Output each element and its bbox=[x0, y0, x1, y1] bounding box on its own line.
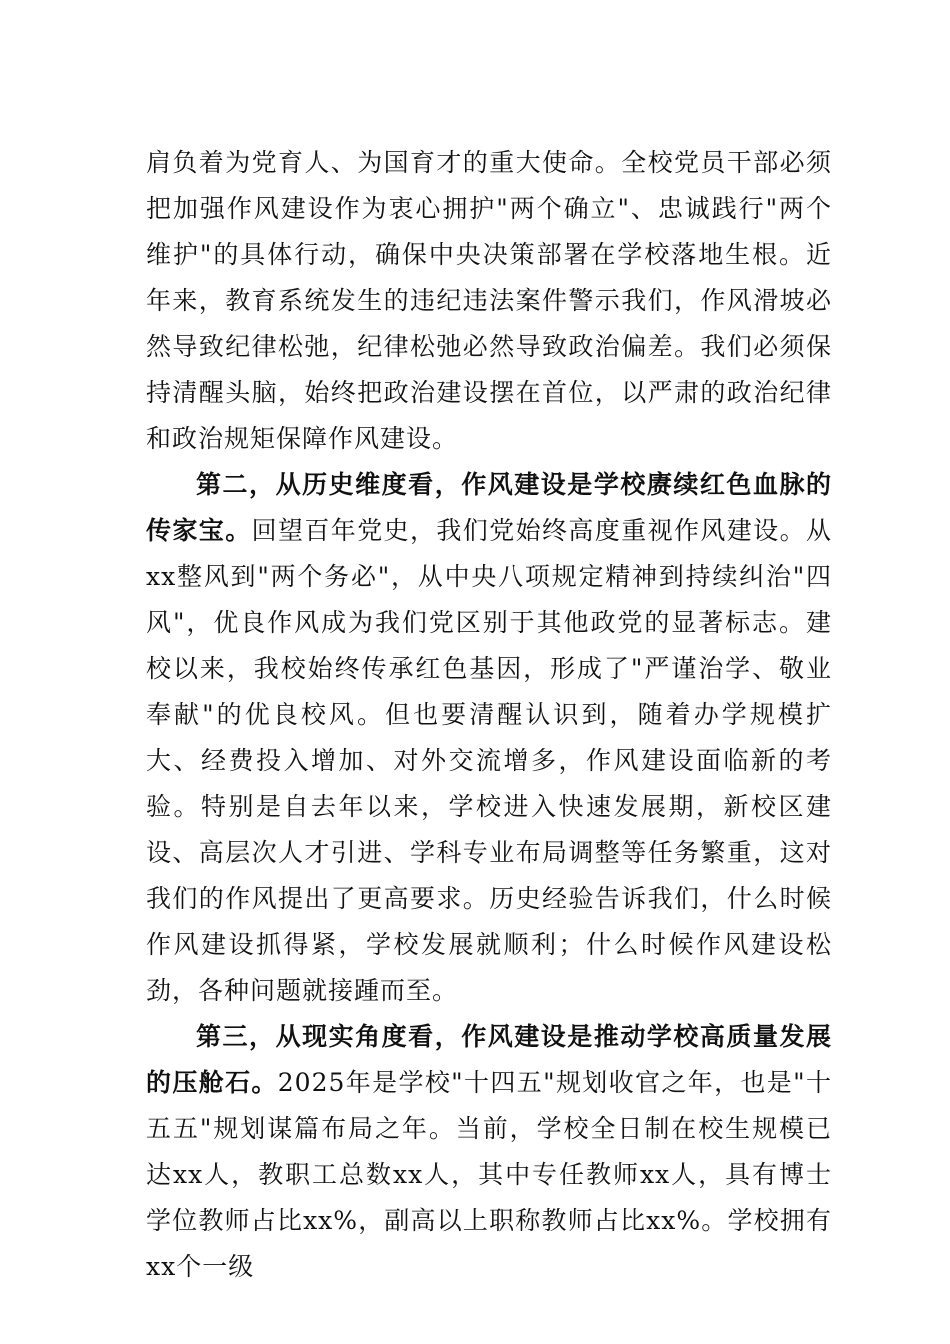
paragraph-1-text: 肩负着为党育人、为国育才的重大使命。全校党员干部必须把加强作风建设作为衷心拥护"两个确立"、忠诚践行"两个维护"的具体行动，确保中央决策部署在学校落地生根。近年来，教育系统发生的违纪违法案件警示我们，作风滑坡必然导致纪律松弛，纪律松弛必然导致政治偏差。我们必须保持清醒头脑，始终把政治建设摆在首位，以严肃的政治纪律和政治规矩保障作风建设。 bbox=[146, 148, 832, 453]
paragraph-2-lead: 第二，从历史维度看，作风建设是学校赓续红色血脉的传家宝。 bbox=[146, 470, 832, 545]
paragraph-3-lead: 第三，从现实角度看，作风建设是推动学校高质量发展的压舱石。 bbox=[146, 1022, 832, 1097]
paragraph-3 bbox=[146, 1014, 832, 1290]
paragraph-1 bbox=[146, 140, 832, 462]
paragraph-2 bbox=[146, 462, 832, 1014]
paragraph-3-text: 2025年是学校"十四五"规划收官之年，也是"十五五"规划谋篇布局之年。当前，学校全日制在校生规模已达xx人，教职工总数xx人，其中专任教师xx人，具有博士学位教师占比xx%，副高以上职称教师占比xx%。学校拥有xx个一级 bbox=[146, 1068, 832, 1281]
paragraph-2-text: 回望百年党史，我们党始终高度重视作风建设。从xx整风到"两个务必"，从中央八项规定精神到持续纠治"四风"，优良作风成为我们党区别于其他政党的显著标志。建校以来，我校始终传承红色基因，形成了"严谨治学、敬业奉献"的优良校风。但也要清醒认识到，随着办学规模扩大、经费投入增加、对外交流增多，作风建设面临新的考验。特别是自去年以来，学校进入快速发展期，新校区建设、高层次人才引进、学科专业布局调整等任务繁重，这对我们的作风提出了更高要求。历史经验告诉我们，什么时候作风建设抓得紧，学校发展就顺利；什么时候作风建设松劲，各种问题就接踵而至。 bbox=[146, 516, 832, 1005]
document-body bbox=[146, 140, 832, 1290]
